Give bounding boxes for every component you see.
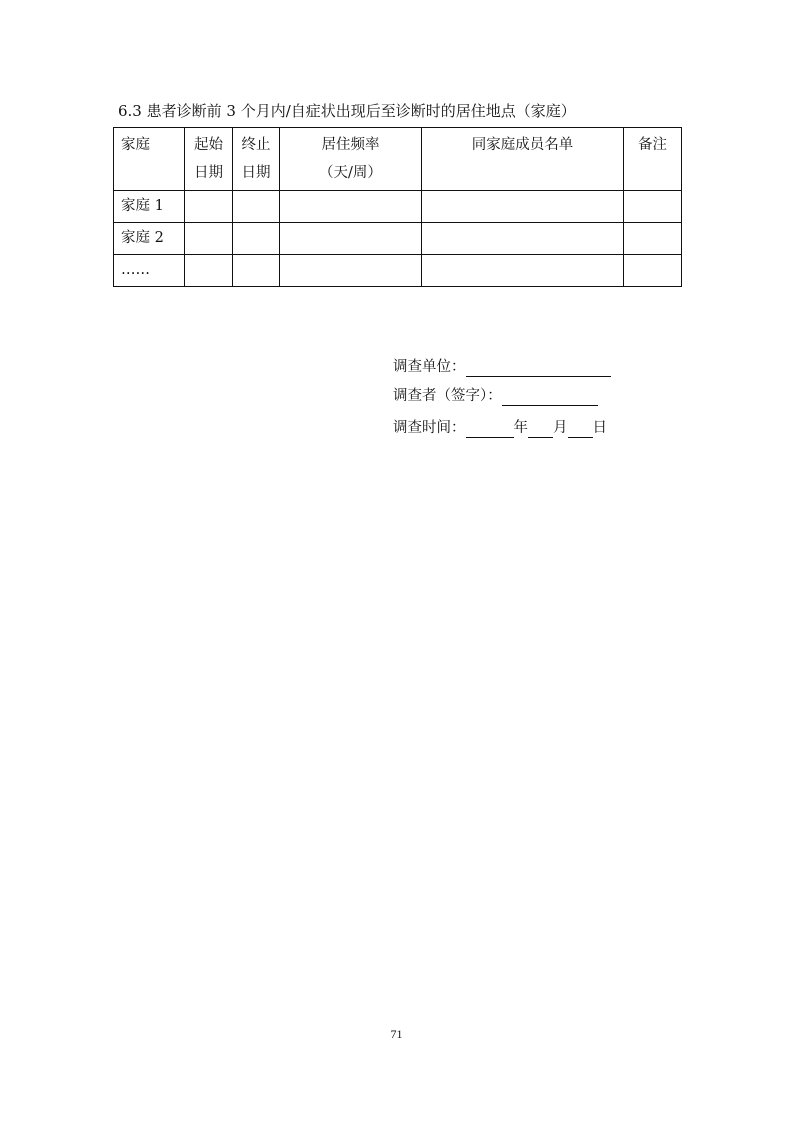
section-title: 6.3 患者诊断前 3 个月内/自症状出现后至诊断时的居住地点（家庭） — [118, 102, 576, 120]
end-date-cell[interactable] — [233, 223, 280, 255]
end-date-cell[interactable] — [233, 191, 280, 223]
notes-cell[interactable] — [624, 223, 682, 255]
row-label: …… — [114, 255, 185, 287]
row-label: 家庭 2 — [114, 223, 185, 255]
investigator-label: 调查者（签字）： — [393, 388, 502, 404]
survey-unit-line — [393, 357, 611, 377]
start-date-cell[interactable] — [185, 223, 233, 255]
end-date-cell[interactable] — [233, 255, 280, 287]
members-cell[interactable] — [422, 223, 624, 255]
table-header-row — [114, 128, 682, 191]
row-label: 家庭 1 — [114, 191, 185, 223]
survey-unit-field[interactable] — [466, 360, 611, 377]
frequency-cell[interactable] — [280, 255, 422, 287]
frequency-cell[interactable] — [280, 223, 422, 255]
year-label: 年 — [513, 420, 528, 436]
survey-time-label: 调查时间： — [393, 420, 466, 436]
year-field[interactable] — [466, 421, 514, 438]
month-field[interactable] — [528, 421, 553, 438]
start-date-cell[interactable] — [185, 255, 233, 287]
investigator-line — [393, 386, 598, 406]
members-cell[interactable] — [422, 191, 624, 223]
members-cell[interactable] — [422, 255, 624, 287]
header-household: 家庭 — [114, 128, 185, 191]
page-number: 71 — [390, 1027, 403, 1041]
day-label: 日 — [592, 420, 607, 436]
header-members: 同家庭成员名单 — [422, 128, 624, 191]
survey-unit-label: 调查单位： — [393, 359, 466, 375]
header-frequency: 居住频率 （天/周） — [280, 128, 422, 191]
notes-cell[interactable] — [624, 191, 682, 223]
day-field[interactable] — [568, 421, 593, 438]
table-row — [114, 191, 682, 223]
header-start-date: 起始 日期 — [185, 128, 233, 191]
start-date-cell[interactable] — [185, 191, 233, 223]
header-end-date: 终止 日期 — [233, 128, 280, 191]
investigator-signature-field[interactable] — [502, 389, 598, 406]
notes-cell[interactable] — [624, 255, 682, 287]
month-label: 月 — [553, 420, 568, 436]
table-row — [114, 255, 682, 287]
table-row — [114, 223, 682, 255]
residence-table — [113, 127, 682, 287]
header-notes: 备注 — [624, 128, 682, 191]
frequency-cell[interactable] — [280, 191, 422, 223]
survey-time-line — [393, 418, 607, 438]
